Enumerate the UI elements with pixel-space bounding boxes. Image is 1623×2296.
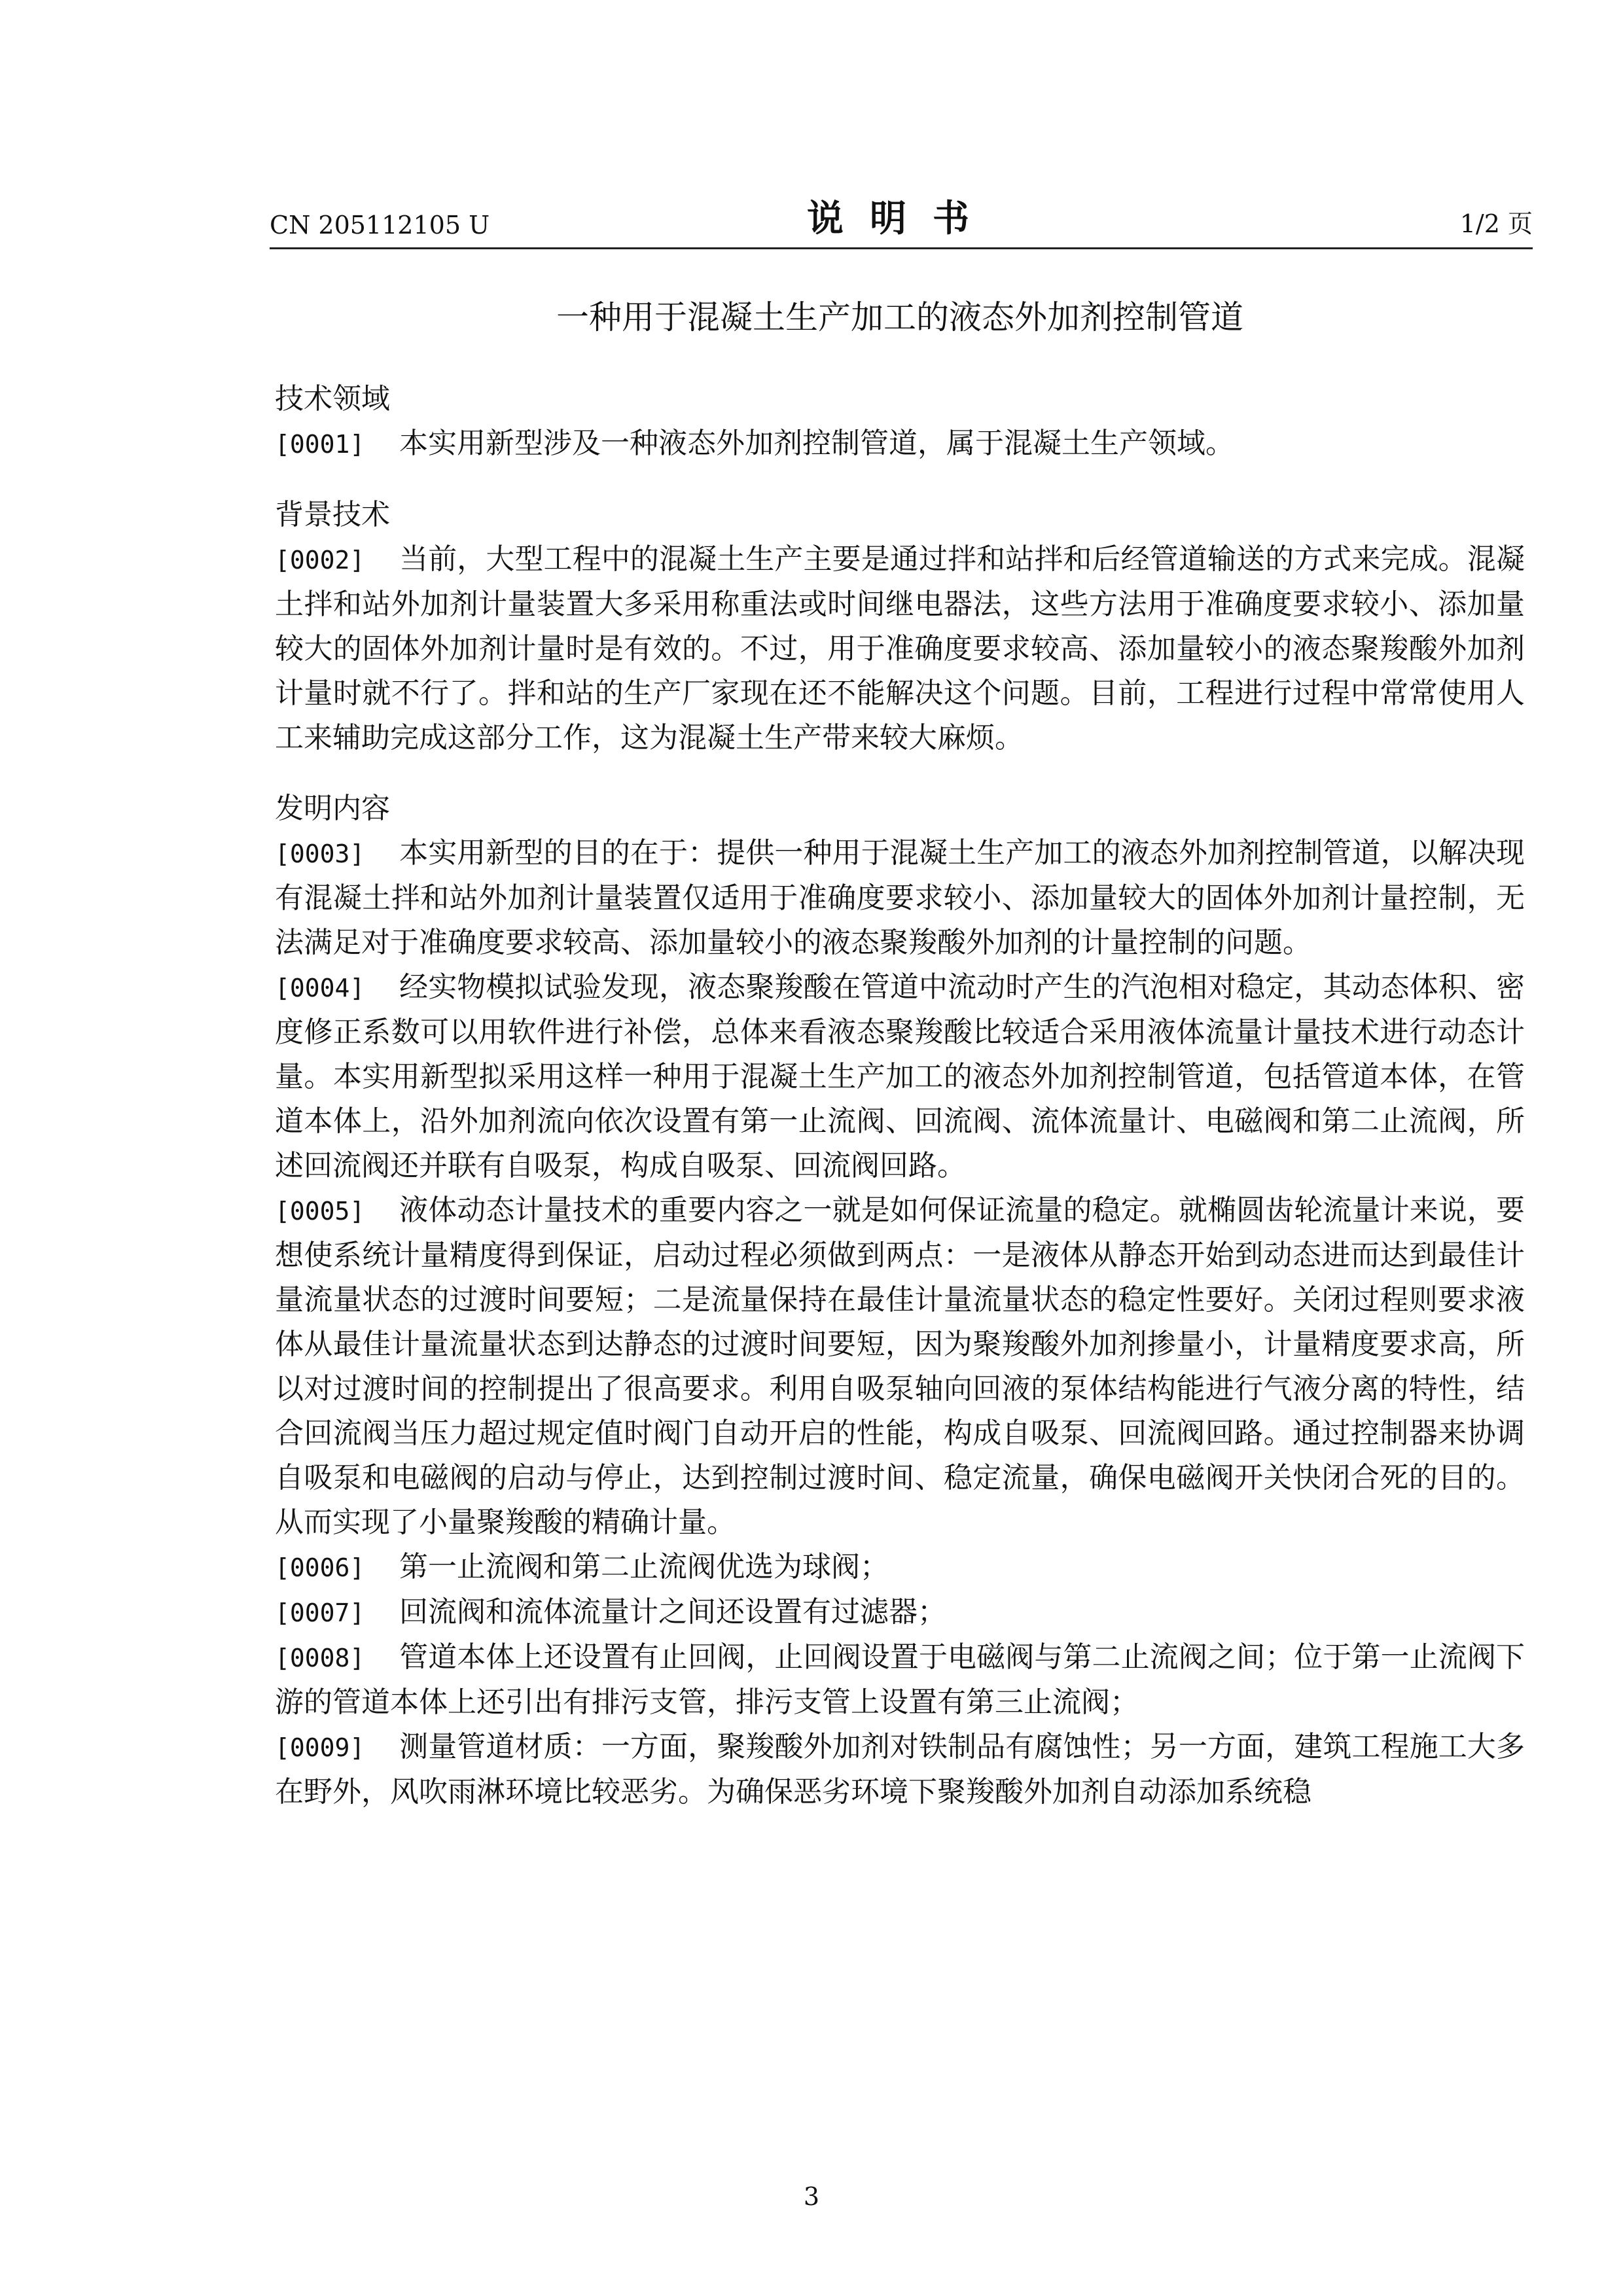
paragraph	[275, 537, 1525, 760]
paragraph-number: [0003]	[275, 839, 365, 868]
paragraph-text: 测量管道材质：一方面，聚羧酸外加剂对铁制品有腐蚀性；另一方面，建筑工程施工大多在野外，风吹雨淋环境比较恶劣。为确保恶劣环境下聚羧酸外加剂自动添加系统稳	[275, 1730, 1525, 1809]
document-body	[275, 281, 1525, 1814]
paragraph-text: 第一止流阀和第二止流阀优选为球阀；	[399, 1550, 889, 1583]
paragraph-number: [0008]	[275, 1644, 365, 1672]
page-header	[270, 190, 1533, 249]
paragraph	[275, 421, 1525, 467]
paragraph-number: [0007]	[275, 1598, 365, 1627]
paragraph-text: 当前，大型工程中的混凝土生产主要是通过拌和站拌和后经管道输送的方式来完成。混凝土拌和站外加剂计量装置大多采用称重法或时间继电器法，这些方法用于准确度要求较小、添加量较大的固体外加剂计量时是有效的。不过，用于准确度要求较高、添加量较小的液态聚羧酸外加剂计量时就不行了。拌和站的生产厂家现在还不能解决这个问题。目前，工程进行过程中常常使用人工来辅助完成这部分工作，这为混凝土生产带来较大麻烦。	[275, 542, 1525, 754]
paragraph	[275, 1545, 1525, 1590]
paragraph-text: 经实物模拟试验发现，液态聚羧酸在管道中流动时产生的汽泡相对稳定，其动态体积、密度修正系数可以用软件进行补偿，总体来看液态聚羧酸比较适合采用液体流量计量技术进行动态计量。本实用新型拟采用这样一种用于混凝土生产加工的液态外加剂控制管道，包括管道本体，在管道本体上，沿外加剂流向依次设置有第一止流阀、回流阀、流体流量计、电磁阀和第二止流阀，所述回流阀还并联有自吸泵，构成自吸泵、回流阀回路。	[275, 970, 1525, 1182]
section-heading-summary: 发明内容	[275, 792, 390, 825]
paragraph-text: 回流阀和流体流量计之间还设置有过滤器；	[399, 1595, 946, 1629]
page-number: 3	[803, 2182, 820, 2211]
publication-number: CN 205112105 U	[270, 211, 490, 239]
paragraph-number: [0006]	[275, 1553, 365, 1582]
paragraph-number: [0002]	[275, 546, 365, 574]
paragraph-text: 本实用新型的目的在于：提供一种用于混凝土生产加工的液态外加剂控制管道，以解决现有混凝土拌和站外加剂计量装置仅适用于准确度要求较小、添加量较大的固体外加剂计量控制，无法满足对于准确度要求较高、添加量较小的液态聚羧酸外加剂的计量控制的问题。	[275, 836, 1525, 959]
paragraph-number: [0009]	[275, 1733, 365, 1762]
paragraph	[275, 1590, 1525, 1635]
header-rule	[270, 247, 1533, 249]
paragraph-number: [0001]	[275, 430, 365, 459]
paragraph-text: 本实用新型涉及一种液态外加剂控制管道，属于混凝土生产领域。	[399, 427, 1234, 460]
document-type: 说明书	[807, 198, 995, 240]
paragraph-number: [0004]	[275, 974, 365, 1002]
paragraph-text: 液体动态计量技术的重要内容之一就是如何保证流量的稳定。就椭圆齿轮流量计来说，要想使系统计量精度得到保证，启动过程必须做到两点：一是液体从静态开始到动态进而达到最佳计量流量状态的过渡时间要短；二是流量保持在最佳计量流量状态的稳定性要好。关闭过程则要求液体从最佳计量流量状态到达静态的过渡时间要短，因为聚羧酸外加剂掺量小，计量精度要求高，所以对过渡时间的控制提出了很高要求。利用自吸泵轴向回液的泵体结构能进行气液分离的特性，结合回流阀当压力超过规定值时阀门自动开启的性能，构成自吸泵、回流阀回路。通过控制器来协调自吸泵和电磁阀的启动与停止，达到控制过渡时间、稳定流量，确保电磁阀开关快闭合死的目的。从而实现了小量聚羧酸的精确计量。	[275, 1193, 1525, 1539]
section-heading-tech-field: 技术领域	[275, 382, 390, 415]
document-title: 一种用于混凝土生产加工的液态外加剂控制管道	[556, 298, 1243, 336]
paragraph-text: 管道本体上还设置有止回阀，止回阀设置于电磁阀与第二止流阀之间；位于第一止流阀下游的管道本体上还引出有排污支管，排污支管上设置有第三止流阀；	[275, 1640, 1525, 1719]
paragraph	[275, 1188, 1525, 1545]
paragraph	[275, 1635, 1525, 1725]
paragraph	[275, 965, 1525, 1188]
paragraph	[275, 1725, 1525, 1814]
section-heading-background: 背景技术	[275, 498, 390, 531]
page-info: 1/2 页	[1459, 209, 1533, 238]
paragraph-number: [0005]	[275, 1197, 365, 1226]
paragraph	[275, 831, 1525, 965]
